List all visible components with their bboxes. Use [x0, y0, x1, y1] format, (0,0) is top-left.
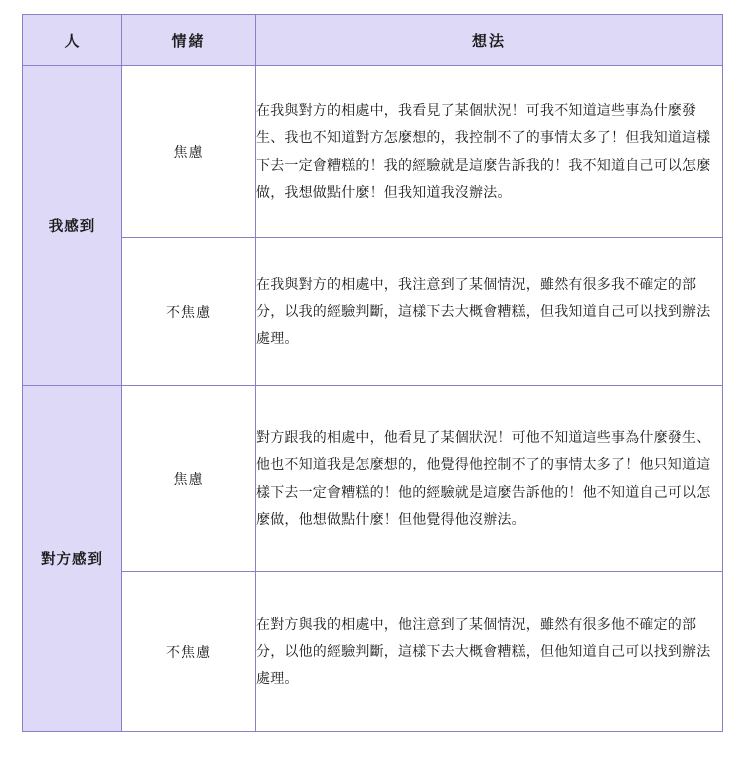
emotion-cell-other-not-anxious: 不焦慮	[122, 572, 256, 732]
emotion-cell-self-not-anxious: 不焦慮	[122, 238, 256, 386]
person-cell-self: 我感到	[23, 66, 122, 386]
table-row	[23, 386, 723, 572]
table-header	[23, 15, 723, 66]
thought-cell-self-not-anxious: 在我與對方的相處中，我注意到了某個情況，雖然有很多我不確定的部分，以我的經驗判斷，這樣下去大概會糟糕，但我知道自己可以找到辦法處理。	[256, 238, 723, 386]
person-cell-other: 對方感到	[23, 386, 122, 732]
header-row	[23, 15, 723, 66]
column-header-person: 人	[23, 15, 122, 66]
anxiety-comparison-table	[22, 14, 723, 732]
table-row	[23, 572, 723, 732]
thought-cell-other-not-anxious: 在對方與我的相處中，他注意到了某個情況，雖然有很多他不確定的部分，以他的經驗判斷，這樣下去大概會糟糕，但他知道自己可以找到辦法處理。	[256, 572, 723, 732]
column-header-thought: 想法	[256, 15, 723, 66]
emotion-cell-other-anxious: 焦慮	[122, 386, 256, 572]
table-body	[23, 66, 723, 732]
table-row	[23, 66, 723, 238]
thought-cell-other-anxious: 對方跟我的相處中，他看見了某個狀況！可他不知道這些事為什麼發生、他也不知道我是怎麼想的，他覺得他控制不了的事情太多了！他只知道這樣下去一定會糟糕的！他的經驗就是這麼告訴他的！他不知道自己可以怎麼做，他想做點什麼！但他覺得他沒辦法。	[256, 386, 723, 572]
thought-cell-self-anxious: 在我與對方的相處中，我看見了某個狀況！可我不知道這些事為什麼發生、我也不知道對方怎麼想的，我控制不了的事情太多了！但我知道這樣下去一定會糟糕的！我的經驗就是這麼告訴我的！我不知道自己可以怎麼做，我想做點什麼！但我知道我沒辦法。	[256, 66, 723, 238]
emotion-cell-self-anxious: 焦慮	[122, 66, 256, 238]
column-header-emotion: 情緒	[122, 15, 256, 66]
table-row	[23, 238, 723, 386]
